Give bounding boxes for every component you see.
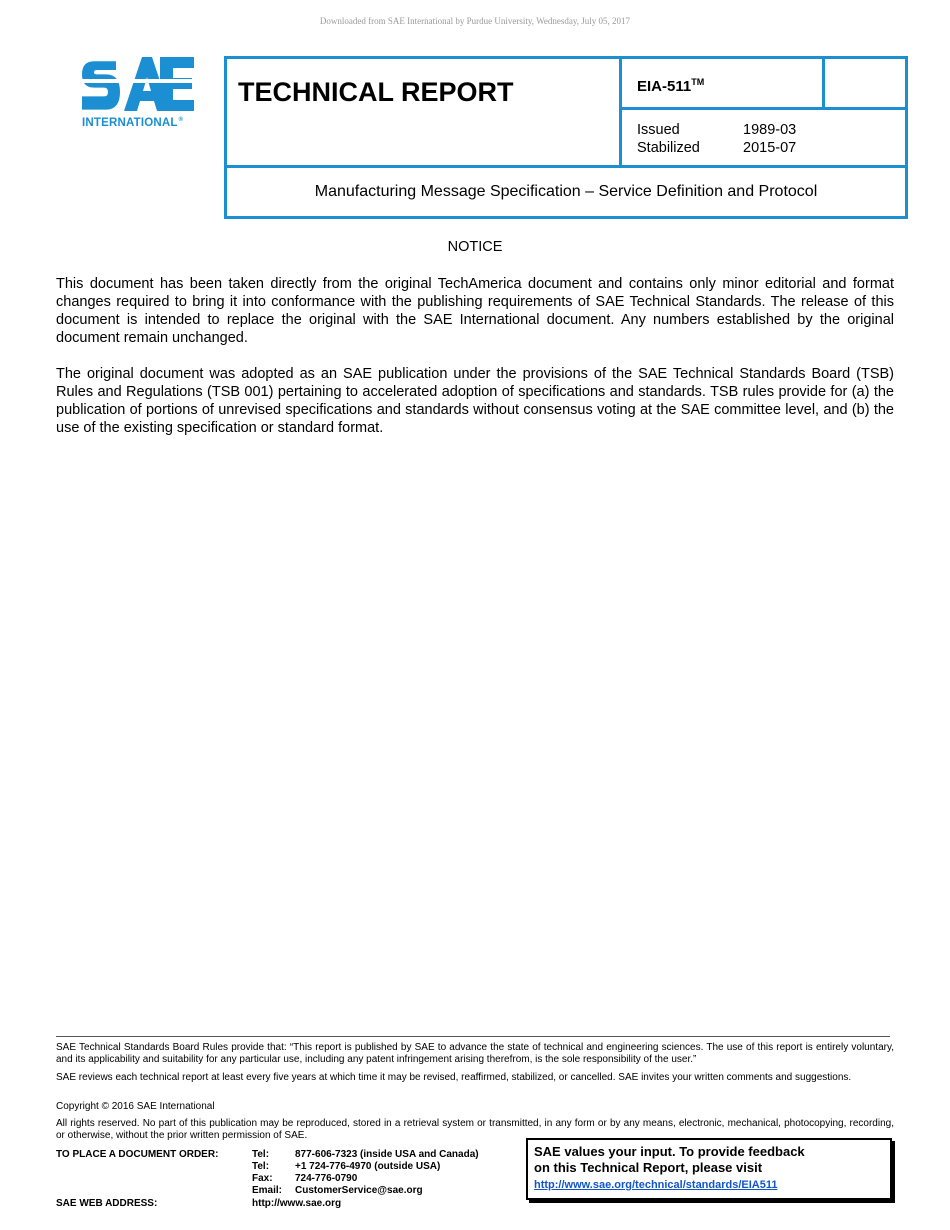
issued-label: Issued — [637, 122, 680, 138]
order-label: TO PLACE A DOCUMENT ORDER: — [56, 1149, 219, 1160]
sae-logo-mark — [80, 55, 196, 115]
web-address[interactable]: http://www.sae.org — [252, 1198, 342, 1209]
footer-divider — [56, 1036, 890, 1037]
stabilized-label: Stabilized — [637, 140, 700, 156]
review-text: SAE reviews each technical report at least every five years at which time it may be revised, reaffirmed, stabilized, or cancelled. SAE invites your written comments and suggestions. — [56, 1072, 852, 1083]
logo-subtitle: INTERNATIONAL® — [82, 117, 184, 129]
sae-logo — [80, 55, 202, 129]
email: CustomerService@sae.org — [295, 1185, 423, 1196]
notice-heading: NOTICE — [447, 239, 503, 255]
report-type-title: TECHNICAL REPORT — [238, 77, 514, 107]
web-label: SAE WEB ADDRESS: — [56, 1198, 158, 1209]
copyright-text: Copyright © 2016 SAE International — [56, 1101, 215, 1112]
feedback-link[interactable]: http://www.sae.org/technical/standards/EIA511 — [534, 1179, 778, 1191]
document-number: EIA-511™ — [637, 77, 705, 95]
notice-paragraph-1: This document has been taken directly from the original TechAmerica document and contains only minor editorial and format changes required to bring it into conformance with the publishing requirements of SAE Technical Standards. The release of this document is intended to replace the original with the SAE International document. Any numbers established by the original document remain unchanged. — [56, 276, 894, 346]
tsb-rules-text: SAE Technical Standards Board Rules provide that: “This report is published by SAE to advance the state of technical and engineering sciences. The use of this report is entirely voluntary, and its applicability and suitability for any particular use, including any patent infringement arising therefrom, is the sole responsibility of the user.” — [56, 1042, 894, 1065]
phone-us: 877-606-7323 (inside USA and Canada) — [295, 1149, 479, 1160]
rights-text: All rights reserved. No part of this publication may be reproduced, stored in a retrieval system or transmitted, in any form or by any means, electronic, mechanical, photocopying, recording, or otherwise, without the prior written permission of SAE. — [56, 1118, 894, 1141]
date-block — [637, 121, 796, 157]
phone-intl: +1 724-776-4970 (outside USA) — [295, 1161, 441, 1172]
document-title: Manufacturing Message Specification – Service Definition and Protocol — [314, 183, 818, 200]
download-notice: Downloaded from SAE International by Purdue University, Wednesday, July 05, 2017 — [319, 16, 631, 26]
notice-paragraph-2: The original document was adopted as an SAE publication under the provisions of the SAE Technical Standards Board (TSB) Rules and Regulations (TSB 001) pertaining to accelerated adoption of specifications and standards. TSB rules provide for (a) the publication of portions of unrevised specifications and standards without consensus voting at the SAE committee level, and (b) the use of the existing specification or standard format. — [56, 366, 894, 436]
report-header-box — [224, 56, 908, 219]
feedback-box: SAE values your input. To provide feedback on this Technical Report, please visit http://www.sae.org/technical/standards/EIA511 — [526, 1138, 892, 1200]
stabilized-date: 2015-07 — [743, 140, 797, 156]
fax: 724-776-0790 — [295, 1173, 358, 1184]
issued-date: 1989-03 — [743, 122, 797, 138]
